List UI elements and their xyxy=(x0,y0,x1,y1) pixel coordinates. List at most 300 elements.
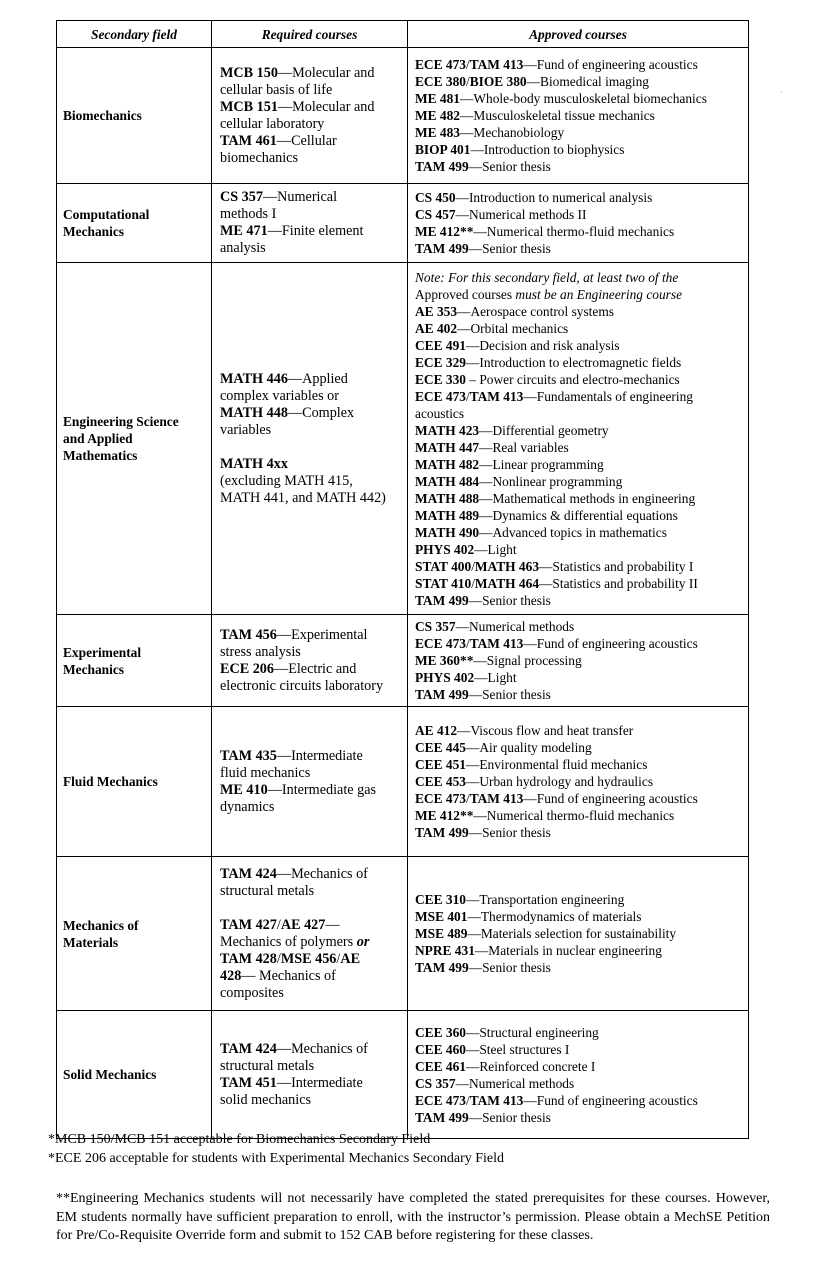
course-title: methods I xyxy=(220,206,277,222)
course-code: CEE 451 xyxy=(415,757,466,772)
course-code: CEE 453 xyxy=(415,774,466,789)
row-mechanics-of-materials xyxy=(57,857,749,1011)
course-code: TAM 499 xyxy=(415,592,469,608)
required-course-line xyxy=(220,866,399,883)
course-code: TAM 435 xyxy=(220,747,277,764)
course-title: — Mechanics of xyxy=(241,967,336,984)
required-course-line xyxy=(220,934,399,951)
course-title: / xyxy=(465,74,470,89)
course-title: —Linear programming xyxy=(479,456,604,472)
approved-note-line xyxy=(415,269,742,286)
approved-course-line xyxy=(415,1024,742,1041)
approved-courses-cell xyxy=(408,707,749,857)
course-title: —Structural engineering xyxy=(465,1024,599,1040)
approved-course-line xyxy=(415,158,742,175)
course-code: TAM 456 xyxy=(220,626,277,643)
required-course-line xyxy=(220,782,399,799)
field-name: Mechanics xyxy=(63,224,124,239)
required-course-line xyxy=(220,883,399,900)
course-code: TAM 413 xyxy=(469,388,524,404)
course-title: —Numerical xyxy=(262,189,338,205)
course-title: / xyxy=(471,558,475,574)
approved-course-line xyxy=(415,756,742,773)
course-code: TAM 424 xyxy=(220,865,277,882)
course-code: MATH 490 xyxy=(415,524,480,540)
course-title: —Environmental fluid mechanics xyxy=(465,757,648,772)
course-title: —Electric and xyxy=(274,660,357,677)
course-title: —Intermediate xyxy=(276,747,363,764)
approved-course-line xyxy=(415,507,742,524)
course-code: TAM 428 xyxy=(220,950,277,967)
approved-course-line xyxy=(415,790,742,807)
secondary-field-cell xyxy=(57,857,212,1011)
course-title: —Mechanobiology xyxy=(460,125,565,140)
course-code: CEE 360 xyxy=(415,1024,466,1040)
approved-course-line xyxy=(415,422,742,439)
secondary-field-cell xyxy=(57,48,212,184)
course-code: CEE 460 xyxy=(415,1041,466,1057)
course-code: ME 360** xyxy=(415,653,474,668)
required-courses-cell xyxy=(212,184,408,263)
approved-courses-cell xyxy=(408,615,749,707)
secondary-field-cell xyxy=(57,184,212,263)
course-code: AE 353 xyxy=(415,303,458,319)
course-title: —Fundamentals of engineering xyxy=(523,388,693,404)
required-course-line xyxy=(220,968,399,985)
course-code: AE 412 xyxy=(415,723,458,738)
approved-course-line xyxy=(415,320,742,337)
approved-course-line xyxy=(415,1092,742,1109)
course-code: MSE 401 xyxy=(415,909,468,924)
course-title: MATH 441, and MATH 442) xyxy=(220,489,386,506)
course-title: —Differential geometry xyxy=(479,422,609,438)
course-title: —Materials selection for sustainability xyxy=(467,926,677,941)
prerequisite-note: **Engineering Mechanics students will not necessarily have completed the stated prerequisites for these courses. However, EM students normally have sufficient preparation to enroll, with the instructor’s permission. Please obtain a MechSE Petition for Pre/Co-Requisite Override form and submit to 152 CAB before registering for these classes. xyxy=(56,1191,770,1243)
approved-course-line xyxy=(415,669,742,686)
row-fluid-mechanics xyxy=(57,707,749,857)
required-course-line xyxy=(220,799,399,816)
required-courses-cell xyxy=(212,263,408,615)
course-title: fluid mechanics xyxy=(220,764,311,781)
course-code: MSE 456 xyxy=(280,950,337,967)
approved-course-line xyxy=(415,618,742,635)
approved-courses-cell xyxy=(408,857,749,1011)
required-course-line xyxy=(220,1058,399,1075)
course-code: TAM 451 xyxy=(220,1074,277,1091)
course-title: acoustics xyxy=(415,405,465,421)
course-code: CEE 310 xyxy=(415,892,466,907)
course-code: MATH 488 xyxy=(415,490,480,506)
course-title: —Senior thesis xyxy=(468,592,551,608)
course-title: —Materials in nuclear engineering xyxy=(474,943,662,958)
course-title: —Steel structures I xyxy=(465,1041,570,1057)
course-title: —Light xyxy=(474,670,517,685)
course-title: —Viscous flow and heat transfer xyxy=(457,723,634,738)
approved-course-line xyxy=(415,575,742,592)
course-code: TAM 499 xyxy=(415,241,469,256)
course-code: ECE 473 xyxy=(415,388,466,404)
approved-course-line xyxy=(415,240,742,257)
approved-course-line xyxy=(415,354,742,371)
course-code: TAM 413 xyxy=(469,57,524,72)
course-code: STAT 410 xyxy=(415,575,472,591)
course-title: complex variables or xyxy=(220,387,339,404)
course-title: —Decision and risk analysis xyxy=(465,337,620,353)
course-code: PHYS 402 xyxy=(415,541,475,557)
approved-course-line xyxy=(415,490,742,507)
required-course-line xyxy=(220,627,399,644)
course-title: stress analysis xyxy=(220,643,301,660)
course-title: —Fund of engineering acoustics xyxy=(523,1092,698,1108)
approved-course-line xyxy=(415,1041,742,1058)
required-course-line xyxy=(220,189,399,206)
approved-course-line xyxy=(415,558,742,575)
course-title: —Senior thesis xyxy=(468,960,551,975)
course-title: / xyxy=(465,791,470,806)
course-title: —Numerical methods xyxy=(455,619,575,634)
course-title: —Complex xyxy=(287,404,355,421)
approved-course-line xyxy=(415,891,742,908)
course-title: —Senior thesis xyxy=(468,687,551,702)
field-name: Mechanics of xyxy=(63,917,139,933)
course-title: —Orbital mechanics xyxy=(457,320,569,336)
course-title: —Aerospace control systems xyxy=(457,303,614,319)
course-code: MATH 484 xyxy=(415,473,480,489)
approved-course-line xyxy=(415,56,742,73)
course-title: / xyxy=(336,950,341,967)
approved-course-line xyxy=(415,473,742,490)
course-code: TAM 499 xyxy=(415,1109,469,1125)
approved-course-line xyxy=(415,337,742,354)
course-title: —Urban hydrology and hydraulics xyxy=(465,774,654,789)
course-title: —Light xyxy=(474,541,517,557)
course-code: CEE 461 xyxy=(415,1058,466,1074)
course-code: AE 427 xyxy=(280,916,326,933)
required-courses-cell xyxy=(212,48,408,184)
field-name: and Applied xyxy=(63,431,133,446)
course-title: solid mechanics xyxy=(220,1091,312,1108)
approved-course-line xyxy=(415,439,742,456)
course-code: MATH 446 xyxy=(220,370,288,387)
course-title: structural metals xyxy=(220,882,315,899)
required-course-line xyxy=(220,206,399,223)
required-course-line xyxy=(220,82,399,99)
course-code: AE xyxy=(340,950,361,967)
course-code: 428 xyxy=(220,967,242,984)
approved-course-line xyxy=(415,524,742,541)
secondary-field-cell xyxy=(57,1011,212,1139)
course-code: TAM 427 xyxy=(220,916,277,933)
approved-course-line xyxy=(415,1058,742,1075)
course-title: —Introduction to electromagnetic fields xyxy=(465,354,682,370)
approved-courses-cell xyxy=(408,1011,749,1139)
approved-course-line xyxy=(415,686,742,703)
field-name: Biomechanics xyxy=(63,108,142,123)
course-code: MSE 489 xyxy=(415,926,468,941)
course-code: TAM 424 xyxy=(220,1040,277,1057)
course-code: STAT 400 xyxy=(415,558,472,574)
course-code: ECE 380 xyxy=(415,74,466,89)
course-code: TAM 499 xyxy=(415,159,469,174)
course-code: MCB 151 xyxy=(220,98,278,115)
approved-course-line xyxy=(415,124,742,141)
required-course-line xyxy=(220,661,399,678)
table-header-row xyxy=(57,21,749,48)
required-course-line xyxy=(220,388,399,405)
note-text: must be an Engineering course xyxy=(515,286,683,302)
required-course-line xyxy=(220,748,399,765)
required-course-line xyxy=(220,371,399,388)
emphasis-text: or xyxy=(356,933,370,950)
course-title: —Numerical thermo-fluid mechanics xyxy=(473,808,675,823)
course-title: biomechanics xyxy=(220,149,299,166)
course-title: cellular laboratory xyxy=(220,115,325,132)
approved-courses-cell xyxy=(408,184,749,263)
course-title: / xyxy=(465,57,470,72)
course-code: MATH 482 xyxy=(415,456,480,472)
course-code: TAM 499 xyxy=(415,960,469,975)
secondary-field-cell xyxy=(57,263,212,615)
approved-course-line xyxy=(415,959,742,976)
required-course-line xyxy=(220,133,399,150)
required-course-line xyxy=(220,405,399,422)
course-code: AE 402 xyxy=(415,320,458,336)
course-title: —Experimental xyxy=(276,626,368,643)
approved-course-line xyxy=(415,405,742,422)
approved-courses-cell xyxy=(408,263,749,615)
course-code: ME 412** xyxy=(415,224,474,239)
approved-course-line xyxy=(415,371,742,388)
course-title: cellular basis of life xyxy=(220,81,333,98)
approved-course-line xyxy=(415,1075,742,1092)
approved-course-line xyxy=(415,206,742,223)
required-course-line xyxy=(220,900,399,917)
course-code: TAM 413 xyxy=(469,791,524,806)
course-title: —Introduction to numerical analysis xyxy=(455,190,653,205)
note-text: Note: For this secondary field, at least two of the xyxy=(415,269,679,285)
course-title: Mechanics of polymers xyxy=(220,933,357,950)
required-courses-cell xyxy=(212,707,408,857)
required-course-line xyxy=(220,951,399,968)
course-title: / xyxy=(465,636,470,651)
row-solid-mechanics xyxy=(57,1011,749,1139)
secondary-field-table xyxy=(56,20,749,1139)
course-code: MATH 4xx xyxy=(220,455,288,472)
course-code: ECE 473 xyxy=(415,791,466,806)
stray-mark: · xyxy=(780,88,783,97)
approved-course-line xyxy=(415,807,742,824)
course-code: NPRE 431 xyxy=(415,943,475,958)
course-title: —Thermodynamics of materials xyxy=(467,909,642,924)
course-code: ECE 206 xyxy=(220,660,274,677)
required-course-line xyxy=(220,644,399,661)
course-title: —Senior thesis xyxy=(468,241,551,256)
required-course-line xyxy=(220,116,399,133)
course-code: ECE 473 xyxy=(415,57,466,72)
course-title: —Finite element xyxy=(267,223,364,239)
required-course-line xyxy=(220,150,399,167)
approved-note-line xyxy=(415,286,742,303)
field-name: Computational xyxy=(63,207,150,222)
course-title: —Molecular and xyxy=(277,98,375,115)
approved-course-line xyxy=(415,908,742,925)
course-title: —Whole-body musculoskeletal biomechanics xyxy=(460,91,707,106)
field-name: Engineering Science xyxy=(63,414,179,429)
approved-course-line xyxy=(415,388,742,405)
course-code: ECE 330 xyxy=(415,371,466,387)
approved-course-line xyxy=(415,824,742,841)
approved-course-line xyxy=(415,635,742,652)
required-course-line xyxy=(220,240,399,257)
footnote-mcb: *MCB 150/MCB 151 acceptable for Biomechanics Secondary Field xyxy=(48,1132,431,1147)
course-title: —Real variables xyxy=(479,439,569,455)
course-code: CS 357 xyxy=(220,189,263,205)
course-title: —Intermediate gas xyxy=(267,781,377,798)
header-approved-courses: Approved courses xyxy=(408,21,749,48)
course-code: ME 412** xyxy=(415,808,474,823)
course-code: CS 450 xyxy=(415,190,456,205)
course-title: —Numerical methods II xyxy=(455,207,587,222)
course-title: dynamics xyxy=(220,798,275,815)
course-title: Approved courses xyxy=(415,286,516,302)
course-code: TAM 461 xyxy=(220,132,277,149)
course-title: (excluding MATH 415, xyxy=(220,472,353,489)
required-course-line xyxy=(220,473,399,490)
required-course-line xyxy=(220,99,399,116)
course-code: MATH 463 xyxy=(474,558,540,574)
course-title: / xyxy=(465,1092,470,1108)
required-courses-cell xyxy=(212,1011,408,1139)
course-code: BIOP 401 xyxy=(415,142,471,157)
course-title: —Fund of engineering acoustics xyxy=(523,791,698,806)
approved-course-line xyxy=(415,223,742,240)
course-code: CEE 491 xyxy=(415,337,466,353)
course-code: MATH 448 xyxy=(220,404,288,421)
header-secondary-field: Secondary field xyxy=(57,21,212,48)
field-name: Mechanics xyxy=(63,661,124,677)
secondary-field-cell xyxy=(57,707,212,857)
course-title: —Senior thesis xyxy=(468,159,551,174)
field-name: Experimental xyxy=(63,644,142,660)
required-course-line xyxy=(220,678,399,695)
course-code: CS 357 xyxy=(415,619,456,634)
course-title: —Senior thesis xyxy=(468,825,551,840)
course-code: MATH 489 xyxy=(415,507,480,523)
approved-course-line xyxy=(415,90,742,107)
course-title: —Statistics and probability I xyxy=(539,558,694,574)
course-code: MATH 447 xyxy=(415,439,480,455)
course-title: analysis xyxy=(220,240,266,256)
required-course-line xyxy=(220,985,399,1002)
required-course-line xyxy=(220,422,399,439)
course-code: CEE 445 xyxy=(415,740,466,755)
course-title: —Fund of engineering acoustics xyxy=(523,57,698,72)
course-title: —Nonlinear programming xyxy=(479,473,623,489)
approved-course-line xyxy=(415,141,742,158)
field-name: Materials xyxy=(63,934,119,950)
course-title: —Fund of engineering acoustics xyxy=(523,636,698,651)
course-title: —Mechanics of xyxy=(276,1040,368,1057)
approved-course-line xyxy=(415,652,742,669)
course-title: —Statistics and probability II xyxy=(539,575,698,591)
footnote-ece: *ECE 206 acceptable for students with Experimental Mechanics Secondary Field xyxy=(48,1151,505,1166)
field-name: Solid Mechanics xyxy=(63,1067,157,1082)
row-computational-mechanics xyxy=(57,184,749,263)
course-title: / xyxy=(471,575,475,591)
header-required-courses: Required courses xyxy=(212,21,408,48)
course-title: / xyxy=(276,916,281,933)
course-title: —Senior thesis xyxy=(468,1109,551,1125)
course-code: ME 483 xyxy=(415,125,461,140)
course-title: —Introduction to biophysics xyxy=(470,142,625,157)
course-title: —Intermediate xyxy=(276,1074,363,1091)
course-code: CS 357 xyxy=(415,1075,456,1091)
required-course-line xyxy=(220,490,399,507)
course-code: TAM 499 xyxy=(415,825,469,840)
approved-course-line xyxy=(415,303,742,320)
field-name: Mathematics xyxy=(63,448,138,463)
row-engineering-science-and-applied-mathematics xyxy=(57,263,749,615)
course-title: —Cellular xyxy=(276,132,337,149)
required-course-line xyxy=(220,456,399,473)
approved-course-line xyxy=(415,189,742,206)
required-courses-cell xyxy=(212,857,408,1011)
course-code: BIOE 380 xyxy=(469,74,527,89)
secondary-field-cell xyxy=(57,615,212,707)
course-code: ECE 473 xyxy=(415,1092,466,1108)
course-title: —Reinforced concrete I xyxy=(465,1058,596,1074)
course-title: —Advanced topics in mathematics xyxy=(479,524,667,540)
approved-course-line xyxy=(415,456,742,473)
course-title: —Dynamics & differential equations xyxy=(479,507,678,523)
approved-course-line xyxy=(415,592,742,609)
required-course-line xyxy=(220,917,399,934)
course-title: electronic circuits laboratory xyxy=(220,677,384,694)
approved-course-line xyxy=(415,773,742,790)
required-course-line xyxy=(220,439,399,456)
field-name: Fluid Mechanics xyxy=(63,774,158,789)
course-code: TAM 499 xyxy=(415,687,469,702)
required-course-line xyxy=(220,765,399,782)
course-title: —Applied xyxy=(287,370,348,387)
course-code: ECE 329 xyxy=(415,354,466,370)
course-title: —Signal processing xyxy=(473,653,582,668)
course-code: MATH 464 xyxy=(474,575,540,591)
approved-course-line xyxy=(415,722,742,739)
approved-course-line xyxy=(415,107,742,124)
course-title: —Biomedical imaging xyxy=(526,74,649,89)
required-course-line xyxy=(220,1075,399,1092)
approved-course-line xyxy=(415,925,742,942)
footnotes xyxy=(48,1130,504,1168)
approved-course-line xyxy=(415,541,742,558)
course-title: composites xyxy=(220,984,284,1001)
course-title: variables xyxy=(220,421,272,438)
course-code: PHYS 402 xyxy=(415,670,475,685)
course-code: ME 471 xyxy=(220,223,268,239)
row-biomechanics xyxy=(57,48,749,184)
course-title: —Mathematical methods in engineering xyxy=(479,490,696,506)
required-course-line xyxy=(220,1041,399,1058)
course-code: MATH 423 xyxy=(415,422,480,438)
course-title: —Musculoskeletal tissue mechanics xyxy=(460,108,655,123)
course-code: TAM 413 xyxy=(469,1092,524,1108)
approved-course-line xyxy=(415,942,742,959)
course-title: —Numerical thermo-fluid mechanics xyxy=(473,224,675,239)
required-courses-cell xyxy=(212,615,408,707)
required-course-line xyxy=(220,1092,399,1109)
course-code: TAM 413 xyxy=(469,636,524,651)
